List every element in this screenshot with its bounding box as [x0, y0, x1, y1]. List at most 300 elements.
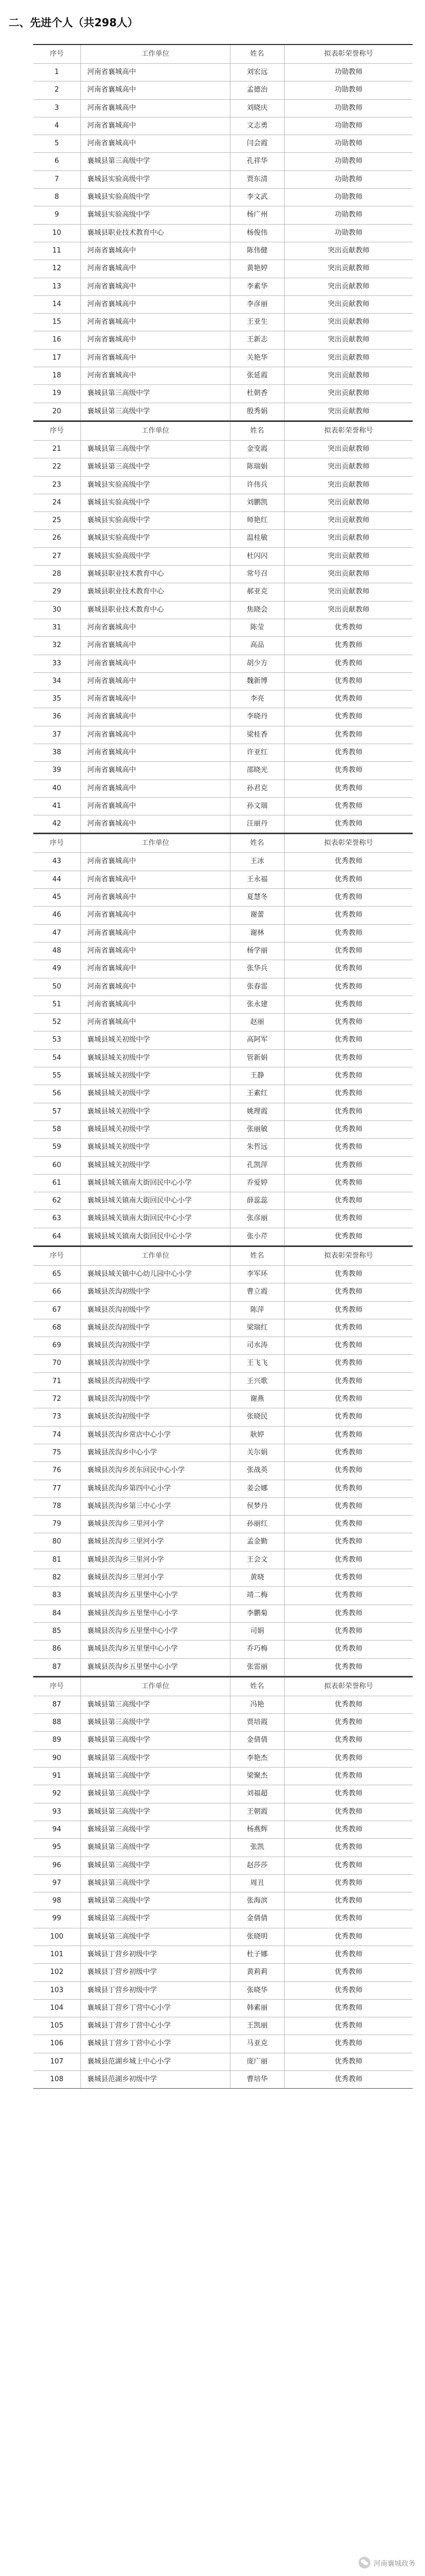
person-name: 周丑 [230, 1875, 285, 1892]
work-unit: 河南省襄城高中 [81, 655, 230, 672]
column-header: 拟表彰荣誉称号 [324, 839, 373, 848]
person-name: 李鹏菊 [230, 1605, 285, 1622]
row-number: 86 [33, 1640, 81, 1658]
table-row [33, 135, 413, 153]
table-row [33, 2017, 413, 2035]
honor-title: 优秀教师 [334, 1107, 363, 1116]
person-name: 孔凯萍 [230, 1157, 285, 1174]
work-unit: 河南省襄城高中 [81, 135, 230, 152]
person-name: 关尔娟 [230, 1444, 285, 1461]
row-number: 66 [33, 1283, 81, 1301]
person-name: 夏慧冬 [230, 889, 285, 906]
honor-title: 优秀教师 [334, 1305, 363, 1314]
row-number: 14 [33, 296, 81, 313]
honor-title: 优秀教师 [334, 1879, 363, 1887]
row-number: 95 [33, 1839, 81, 1856]
row-number: 54 [33, 1050, 81, 1067]
honor-title: 优秀教师 [334, 1843, 363, 1852]
column-header: 姓名 [230, 1677, 285, 1696]
honor-title: 优秀教师 [334, 911, 363, 919]
table-row [33, 153, 413, 170]
row-number: 16 [33, 331, 81, 348]
section-title: 二、先进个人（共298人） [9, 16, 138, 29]
work-unit: 襄城县城关镇南大街回民中心小学 [81, 1210, 230, 1227]
row-number: 49 [33, 960, 81, 977]
table-row [33, 1427, 413, 1444]
table-header-row [33, 1677, 413, 1696]
work-unit: 河南省襄城高中 [81, 260, 230, 277]
column-header: 拟表彰荣誉称号 [324, 1682, 373, 1690]
work-unit: 河南省襄城高中 [81, 117, 230, 135]
table-row [33, 403, 413, 420]
honor-title: 优秀教师 [334, 1430, 363, 1439]
row-number: 17 [33, 350, 81, 367]
honor-title: 突出贡献教师 [327, 372, 370, 380]
table-row [33, 1175, 413, 1192]
row-number: 75 [33, 1444, 81, 1461]
person-name: 张雷丽 [230, 1659, 285, 1676]
person-name: 文志勇 [230, 117, 285, 135]
honor-title: 优秀教师 [334, 1143, 363, 1152]
table-row [33, 1014, 413, 1031]
row-number: 21 [33, 441, 81, 458]
row-number: 41 [33, 798, 81, 815]
person-name: 李军环 [230, 1266, 285, 1283]
table-row [33, 566, 413, 583]
work-unit: 河南省襄城高中 [81, 331, 230, 348]
work-unit: 襄城县茨沟乡中心小学 [81, 1444, 230, 1461]
person-name: 李素华 [230, 278, 285, 295]
column-header: 姓名 [230, 834, 285, 852]
work-unit: 襄城县实验高级中学 [81, 548, 230, 565]
row-number: 100 [33, 1928, 81, 1946]
honor-title: 优秀教师 [334, 1662, 363, 1671]
honor-title: 优秀教师 [334, 1897, 363, 1905]
person-name: 师艳红 [230, 512, 285, 529]
column-header: 工作单位 [81, 45, 230, 63]
person-name: 司娟 [230, 1623, 285, 1640]
table-row [33, 1355, 413, 1372]
work-unit: 河南省襄城高中 [81, 780, 230, 797]
honor-title: 优秀教师 [334, 1700, 363, 1709]
table-row [33, 1605, 413, 1623]
row-number: 93 [33, 1803, 81, 1821]
person-name: 杜朝香 [230, 385, 285, 402]
table-row [33, 853, 413, 871]
honor-title: 优秀教师 [334, 1036, 363, 1044]
person-name: 胡少方 [230, 655, 285, 672]
table-block [33, 1676, 413, 2089]
table-row [33, 960, 413, 978]
person-name: 闫会霞 [230, 135, 285, 152]
table-row [33, 2035, 413, 2053]
work-unit: 襄城县茨沟乡三里河小学 [81, 1533, 230, 1550]
table-row [33, 100, 413, 117]
row-number: 105 [33, 2017, 81, 2035]
work-unit: 河南省襄城高中 [81, 708, 230, 725]
person-name: 王新志 [230, 331, 285, 348]
table-row [33, 1103, 413, 1121]
honor-title: 突出贡献教师 [327, 534, 370, 543]
person-name: 乔爱婷 [230, 1175, 285, 1192]
row-number: 83 [33, 1587, 81, 1604]
honor-title: 突出贡献教师 [327, 516, 370, 525]
work-unit: 襄城县职业技术教育中心 [81, 583, 230, 600]
honor-title: 功勋教师 [334, 121, 363, 130]
work-unit: 河南省襄城高中 [81, 925, 230, 942]
honor-title: 功勋教师 [334, 157, 363, 166]
table-row [33, 260, 413, 278]
person-name: 李晓丹 [230, 708, 285, 725]
row-number: 11 [33, 242, 81, 259]
table-row [33, 1892, 413, 1910]
row-number: 40 [33, 780, 81, 797]
column-header: 工作单位 [81, 422, 230, 440]
work-unit: 河南省襄城高中 [81, 314, 230, 331]
table-row [33, 1283, 413, 1301]
work-unit: 河南省襄城高中 [81, 619, 230, 636]
work-unit: 襄城县茨沟乡三里河小学 [81, 1569, 230, 1586]
honor-title: 突出贡献教师 [327, 463, 370, 471]
work-unit: 河南省襄城高中 [81, 762, 230, 779]
person-name: 郝亚克 [230, 583, 285, 600]
work-unit: 河南省襄城高中 [81, 942, 230, 960]
row-number: 31 [33, 619, 81, 636]
work-unit: 襄城县茨沟初级中学 [81, 1319, 230, 1337]
person-name: 张彦丽 [230, 1210, 285, 1227]
honor-title: 优秀教师 [334, 2057, 363, 2066]
honor-title: 优秀教师 [334, 1089, 363, 1098]
work-unit: 河南省襄城高中 [81, 673, 230, 690]
work-unit: 襄城县第三高级中学 [81, 1696, 230, 1713]
work-unit: 襄城县第三高级中学 [81, 458, 230, 476]
table-header-row [33, 834, 413, 853]
work-unit: 河南省襄城高中 [81, 744, 230, 761]
honor-title: 优秀教师 [334, 1466, 363, 1475]
honor-title: 突出贡献教师 [327, 480, 370, 489]
row-number: 37 [33, 726, 81, 744]
work-unit: 襄城县实验高级中学 [81, 512, 230, 529]
work-unit: 襄城县第三高级中学 [81, 1839, 230, 1856]
row-number: 108 [33, 2071, 81, 2088]
row-number: 107 [33, 2053, 81, 2070]
honor-title: 优秀教师 [334, 1914, 363, 1923]
row-number: 30 [33, 602, 81, 619]
work-unit: 襄城县范湖乡城上中心小学 [81, 2053, 230, 2070]
table-row [33, 367, 413, 385]
table-row [33, 815, 413, 833]
work-unit: 河南省襄城高中 [81, 81, 230, 99]
work-unit: 河南省襄城高中 [81, 907, 230, 924]
person-name: 金倩倩 [230, 1732, 285, 1749]
table-row [33, 602, 413, 619]
person-name: 王冰 [230, 853, 285, 870]
row-number: 58 [33, 1121, 81, 1138]
person-name: 焦晓会 [230, 602, 285, 619]
person-name: 张丽敏 [230, 1121, 285, 1138]
honor-title: 优秀教师 [334, 1736, 363, 1744]
work-unit: 河南省襄城高中 [81, 978, 230, 996]
honor-title: 优秀教师 [334, 1377, 363, 1385]
row-number: 25 [33, 512, 81, 529]
table-row [33, 331, 413, 349]
row-number: 19 [33, 385, 81, 402]
table-row [33, 64, 413, 81]
person-name: 谢林 [230, 925, 285, 942]
table-row [33, 81, 413, 99]
work-unit: 襄城县茨沟初级中学 [81, 1337, 230, 1354]
table-row [33, 1821, 413, 1839]
work-unit: 河南省襄城高中 [81, 242, 230, 259]
honor-title: 功勋教师 [334, 211, 363, 219]
table-header-row [33, 422, 413, 441]
table-row [33, 1121, 413, 1139]
table-row [33, 942, 413, 960]
person-name: 谢燕 [230, 1391, 285, 1408]
work-unit: 襄城县茨沟初级中学 [81, 1302, 230, 1319]
table-row [33, 1302, 413, 1319]
honor-title: 突出贡献教师 [327, 336, 370, 344]
person-name: 杨学丽 [230, 942, 285, 960]
honor-title: 优秀教师 [334, 1718, 363, 1727]
table-row [33, 1266, 413, 1283]
person-name: 孙君克 [230, 780, 285, 797]
table-row [33, 1050, 413, 1067]
person-name: 杨燕辉 [230, 1821, 285, 1838]
row-number: 1 [33, 64, 81, 81]
honor-title: 优秀教师 [334, 857, 363, 866]
person-name: 邵晓光 [230, 762, 285, 779]
person-name: 杨俊伟 [230, 225, 285, 242]
column-header: 工作单位 [81, 1247, 230, 1265]
table-row [33, 1696, 413, 1714]
honor-title: 优秀教师 [334, 2022, 363, 2030]
honor-title: 优秀教师 [334, 641, 363, 650]
work-unit: 襄城县丁营乡初级中学 [81, 1946, 230, 1963]
row-number: 71 [33, 1373, 81, 1390]
row-number: 23 [33, 477, 81, 494]
honor-title: 优秀教师 [334, 748, 363, 756]
row-number: 45 [33, 889, 81, 906]
work-unit: 河南省襄城高中 [81, 798, 230, 815]
person-name: 张华兵 [230, 960, 285, 977]
honor-title: 优秀教师 [334, 1807, 363, 1816]
honor-title: 优秀教师 [334, 1861, 363, 1869]
honor-title: 优秀教师 [334, 2075, 363, 2084]
honor-title: 突出贡献教师 [327, 444, 370, 453]
row-number: 2 [33, 81, 81, 99]
work-unit: 河南省襄城高中 [81, 637, 230, 654]
person-name: 贾培霞 [230, 1714, 285, 1731]
work-unit: 襄城县城关镇南大街回民中心小学 [81, 1228, 230, 1245]
row-number: 88 [33, 1714, 81, 1731]
work-unit: 襄城县丁营乡丁营中心小学 [81, 2035, 230, 2052]
table-row [33, 189, 413, 206]
person-name: 许亚红 [230, 744, 285, 761]
person-name: 王凯丽 [230, 2017, 285, 2035]
row-number: 98 [33, 1892, 81, 1910]
row-number: 33 [33, 655, 81, 672]
honor-title: 优秀教师 [334, 1214, 363, 1223]
person-name: 马亚克 [230, 2035, 285, 2052]
table-row [33, 708, 413, 726]
person-name: 刘鹏凯 [230, 494, 285, 511]
work-unit: 河南省襄城高中 [81, 278, 230, 295]
work-unit: 河南省襄城高中 [81, 889, 230, 906]
honor-title: 功勋教师 [334, 68, 363, 76]
honor-title: 突出贡献教师 [327, 318, 370, 326]
row-number: 85 [33, 1623, 81, 1640]
work-unit: 襄城县茨沟乡五里堡中心小学 [81, 1659, 230, 1676]
table-row [33, 1498, 413, 1516]
column-header: 序号 [33, 1677, 81, 1696]
work-unit: 襄城县实验高级中学 [81, 206, 230, 224]
table-row [33, 314, 413, 331]
honor-title: 功勋教师 [334, 175, 363, 183]
person-name: 黄艳婷 [230, 260, 285, 277]
table-row [33, 1732, 413, 1749]
person-name: 高阿军 [230, 1031, 285, 1049]
person-name: 张晓明 [230, 1928, 285, 1946]
honor-title: 优秀教师 [334, 964, 363, 973]
work-unit: 河南省襄城高中 [81, 296, 230, 313]
work-unit: 襄城县第三高级中学 [81, 1857, 230, 1874]
honor-title: 优秀教师 [334, 1161, 363, 1169]
person-name: 孔祥华 [230, 153, 285, 170]
column-header: 工作单位 [81, 1677, 230, 1696]
table-row [33, 889, 413, 907]
table-row [33, 117, 413, 135]
person-name: 赵丽 [230, 1014, 285, 1031]
work-unit: 襄城县实验高级中学 [81, 189, 230, 206]
work-unit: 襄城县茨沟初级中学 [81, 1373, 230, 1390]
work-unit: 襄城县茨沟乡五里堡中心小学 [81, 1587, 230, 1604]
work-unit: 襄城县茨沟初级中学 [81, 1408, 230, 1426]
honor-title: 突出贡献教师 [327, 552, 370, 560]
honor-title: 突出贡献教师 [327, 588, 370, 596]
person-name: 王飞飞 [230, 1355, 285, 1372]
work-unit: 河南省襄城高中 [81, 100, 230, 117]
person-name: 陈莹 [230, 619, 285, 636]
person-name: 张小芹 [230, 1228, 285, 1245]
row-number: 63 [33, 1210, 81, 1227]
person-name: 殷秀娟 [230, 403, 285, 420]
work-unit: 襄城县第三高级中学 [81, 385, 230, 402]
table-row [33, 278, 413, 296]
column-header: 序号 [33, 834, 81, 852]
row-number: 97 [33, 1875, 81, 1892]
work-unit: 襄城县茨沟初级中学 [81, 1283, 230, 1301]
person-name: 王素红 [230, 1085, 285, 1102]
table-row [33, 1623, 413, 1640]
row-number: 90 [33, 1750, 81, 1767]
row-number: 89 [33, 1732, 81, 1749]
person-name: 梁瑞红 [230, 1319, 285, 1337]
work-unit: 襄城县城关初级中学 [81, 1031, 230, 1049]
honor-title: 优秀教师 [334, 1591, 363, 1600]
table-row [33, 1337, 413, 1355]
table-row [33, 691, 413, 708]
honor-title: 优秀教师 [334, 801, 363, 810]
work-unit: 襄城县第三高级中学 [81, 1928, 230, 1946]
table-row [33, 296, 413, 314]
work-unit: 襄城县丁营乡初级中学 [81, 1964, 230, 1981]
person-name: 张战英 [230, 1462, 285, 1479]
table-row [33, 1210, 413, 1228]
person-name: 金倩倩 [230, 1910, 285, 1927]
honor-title: 优秀教师 [334, 1341, 363, 1350]
table-row [33, 242, 413, 260]
work-unit: 襄城县实验高级中学 [81, 477, 230, 494]
person-name: 耿婷 [230, 1427, 285, 1444]
person-name: 王兴歌 [230, 1373, 285, 1390]
honor-title: 优秀教师 [334, 1538, 363, 1546]
honor-title: 突出贡献教师 [327, 300, 370, 308]
work-unit: 襄城县茨沟乡五里堡中心小学 [81, 1640, 230, 1658]
row-number: 106 [33, 2035, 81, 2052]
honor-title: 优秀教师 [334, 1790, 363, 1798]
person-name: 王永福 [230, 871, 285, 888]
person-name: 冯艳 [230, 1696, 285, 1713]
table-block [33, 833, 413, 1246]
honor-title: 优秀教师 [334, 1018, 363, 1027]
work-unit: 襄城县丁营乡丁营中心小学 [81, 2017, 230, 2035]
row-number: 84 [33, 1605, 81, 1622]
row-number: 52 [33, 1014, 81, 1031]
work-unit: 襄城县城关初级中学 [81, 1157, 230, 1174]
table-row [33, 1982, 413, 2000]
person-name: 刘晓庆 [230, 100, 285, 117]
honor-title: 优秀教师 [334, 712, 363, 721]
work-unit: 河南省襄城高中 [81, 871, 230, 888]
row-number: 60 [33, 1157, 81, 1174]
honor-title: 突出贡献教师 [327, 246, 370, 255]
row-number: 18 [33, 367, 81, 384]
table-row [33, 1910, 413, 1928]
person-name: 陈萍 [230, 1302, 285, 1319]
honor-title: 优秀教师 [334, 1754, 363, 1762]
person-name: 张海滨 [230, 1892, 285, 1910]
work-unit: 襄城县茨沟乡常店中心小学 [81, 1427, 230, 1444]
row-number: 91 [33, 1768, 81, 1785]
row-number: 7 [33, 171, 81, 188]
work-unit: 襄城县第三高级中学 [81, 1714, 230, 1731]
person-name: 孟德治 [230, 81, 285, 99]
person-name: 朱哲远 [230, 1139, 285, 1156]
honor-title: 功勋教师 [334, 193, 363, 202]
column-header: 拟表彰荣誉称号 [324, 426, 373, 435]
table-row [33, 1067, 413, 1085]
row-number: 62 [33, 1192, 81, 1209]
honor-title: 突出贡献教师 [327, 264, 370, 273]
row-number: 50 [33, 978, 81, 996]
table-row [33, 1533, 413, 1551]
row-number: 65 [33, 1266, 81, 1283]
work-unit: 襄城县城关初级中学 [81, 1139, 230, 1156]
column-header: 序号 [33, 1247, 81, 1265]
person-name: 温桂敏 [230, 530, 285, 547]
column-header: 序号 [33, 45, 81, 63]
row-number: 70 [33, 1355, 81, 1372]
honor-title: 优秀教师 [334, 1288, 363, 1296]
honor-title: 优秀教师 [334, 893, 363, 902]
work-unit: 河南省襄城高中 [81, 64, 230, 81]
table-row [33, 2071, 413, 2088]
honor-title: 优秀教师 [334, 1072, 363, 1080]
honor-title: 优秀教师 [334, 1125, 363, 1133]
honor-title: 优秀教师 [334, 1950, 363, 1958]
person-name: 张晓民 [230, 1408, 285, 1426]
